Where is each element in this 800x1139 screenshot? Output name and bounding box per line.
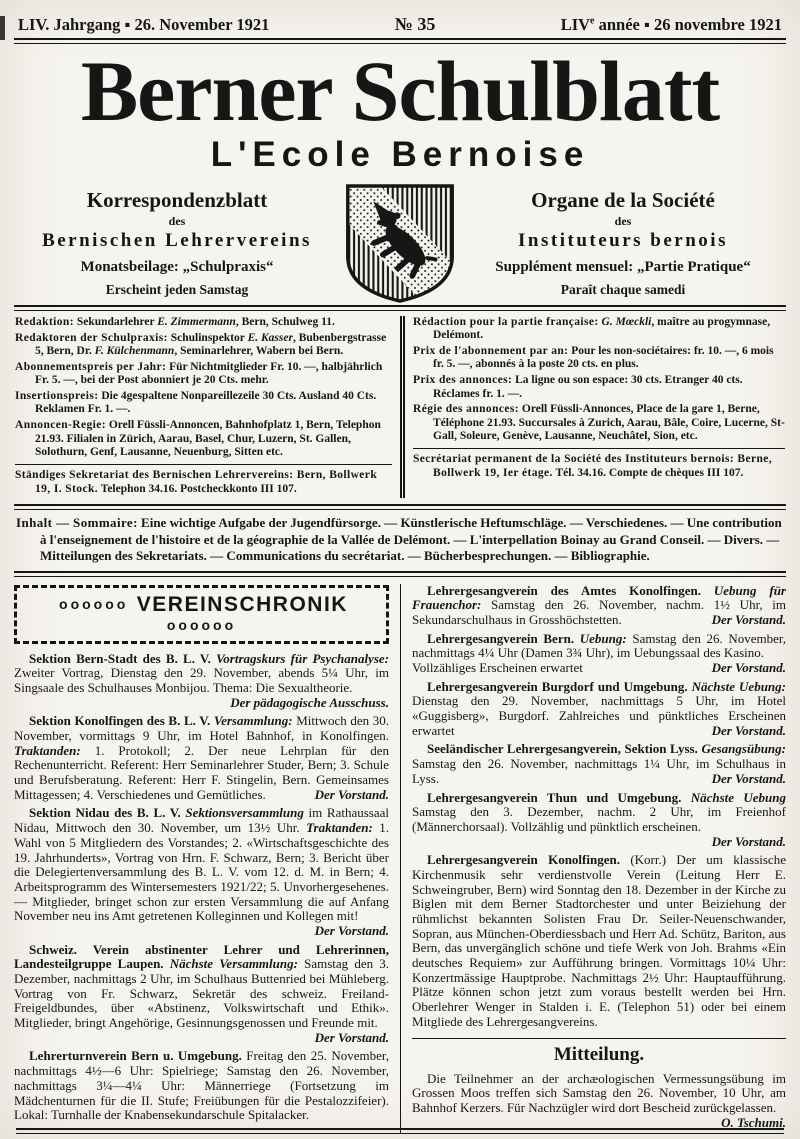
imprint-entry: Régie des annonces: Orell Füssli-Annonces, Place de la gare 1, Berne, Téléphone 21.93. Succursales à Zurich, Aarau, Bâle, Coire, Lucerne, St-Gall, Soleure, Genève, Lausanne, Neuchâtel, Sion, etc. — [413, 403, 785, 443]
org-de-schedule: Erscheint jeden Samstag — [105, 282, 249, 297]
notice-paragraph: Die Teilnehmer an der archæologischen Vermessungsübung im Grossen Moos treffen sich Samstag den 26. November, 10 Uhr, am Bahnhof Kerzers. Für Nachzügler wird dort Bescheid zurückgelassen. O. Tschumi. — [412, 1070, 786, 1130]
imprint-entry: Prix des annonces: La ligne ou son espace: 30 cts. Etranger 40 cts. Réclames fr. 1. —. — [413, 374, 743, 400]
section-title-vereinschronik: VEREINSCHRONIK — [136, 592, 348, 616]
org-de-line3: Bernischen Lehrervereins — [42, 230, 312, 251]
imprint-german-column — [15, 316, 400, 498]
left-article-column — [14, 584, 400, 1135]
article-paragraph: Lehrergesangverein Konolfingen. (Korr.) Der um klassische Kirchenmusik sehr verdienstvolle Verein (Leitung Herr E. Schweingruber, Bern) wird Sonntag den 18. Dezember in der Kirche zu Biglen mit dem Berner Stadtorchester und unter Beiziehung der rühmlichst bekannten Solisten Frau Dr. Seiler-Neuenschwander, Sopran, aus München-Oberdiessbach und Herr Ad. Schütz, Bariton, aus Bern, das unvergänglich schöne und tiefe Werk von Joh. Brahms «Ein deutsches Requiem» zur Aufführung bringen. Vormittags 10¼ Uhr: Konzertmässige Hauptprobe. Nachmittags 2½ Uhr: Hauptaufführung. Plätze können schon jetzt zum voraus bestellt werden bei Hrn. Oberlehrer Wenger in Stalden i. E. (Telephon 51) oder bei einem Mitgliede des Lehrergesangvereins. — [412, 852, 786, 1029]
imprint-secretariat: Secrétariat permanent de la Société des Instituteurs bernois: Berne, Bollwerk 19, Ier étage. Tél. 34.16. Compte de chèques III 107. — [413, 448, 785, 480]
article-paragraph: Sektion Bern-Stadt des B. L. V. Vortragskurs für Psychanalyse: Zweiter Vortrag, Dienstag den 29. November, abends 5¼ Uhr, im Singsaale des Schulhauses Monbijou. Thema: Die Sexualtheorie. Der pädagogische Ausschuss. — [14, 650, 389, 710]
scan-edge-artifact — [0, 16, 5, 40]
notice-divider-rule — [412, 1038, 786, 1039]
imprint-entry: Prix de l'abonnement par an: Pour les non-sociétaires: fr. 10. —, 6 mois fr. 5. —, abonnés à la poste 20 cts. en plus. — [413, 345, 774, 371]
article-columns — [14, 577, 786, 1135]
issue-number: № 35 — [394, 14, 436, 34]
bern-coat-of-arms — [340, 181, 460, 305]
masthead-title: Berner Schulblatt — [80, 43, 720, 139]
imprint-entry: Redaktoren der Schulpraxis: Schulinspektor E. Kasser, Bubenbergstrasse 5, Bern, Dr. F. Külchenmann, Seminarlehrer, Wabern bei Bern. — [15, 331, 387, 358]
notice-title: Mitteilung. — [553, 1043, 645, 1065]
edition-french-date: année ▪ 26 novembre 1921 — [594, 15, 782, 34]
imprint-entry: Redaktion: Sekundarlehrer E. Zimmermann, Bern, Schulweg 11. — [15, 316, 335, 328]
masthead-subtitle: L'Ecole Bernoise — [210, 135, 590, 174]
imprint-secretariat: Ständiges Sekretariat des Bernischen Lehrervereins: Bern, Bollwerk 19, I. Stock. Telephon 34.16. Postcheckkonto III 107. — [15, 464, 392, 496]
article-paragraph: Lehrergesangverein Thun und Umgebung. Nächste Uebung Samstag den 3. Dezember, nachm. 2 Uhr, im Freienhof (Männerchorsaal). Vollzählig und pünktlich erscheinen. Der Vorstand. — [412, 789, 786, 849]
table-of-contents: Inhalt — Sommaire: Eine wichtige Aufgabe der Jugendfürsorge. — Künstlerische Heftumschläge. — Verschiedenes. — Une contribution à l'enseignement de l'histoire et de la géographie de la Vallée de Delémont. — L'interpellation Boinay au Grand Conseil. — Divers. — Mitteilungen des Sekretariats. — Communications du secrétariat. — Bücherbesprechungen. — Bibliographie. — [16, 515, 782, 564]
org-de-supplement: Monatsbeilage: „Schulpraxis“ — [80, 259, 274, 275]
org-de-line2: des — [168, 214, 186, 228]
right-article-column — [400, 584, 786, 1135]
edition-date-french — [561, 15, 782, 35]
imprint-block — [14, 311, 786, 504]
article-paragraph: Lehrergesangverein Burgdorf und Umgebung. Nächste Uebung: Dienstag den 29. November, nachmittags 5 Uhr, im Hotel «Guggisberg», Burgdorf. Zahlreiches und pünktliches Erscheinen erwartet Der Vorstand. — [412, 678, 786, 738]
article-paragraph: Sektion Nidau des B. L. V. Sektionsversammlung im Rathaussaal Nidau, Mittwoch den 30. November, um 13½ Uhr. Traktanden: 1. Wahl von 5 Mitgliedern des Vorstandes; 2. «Wirtschaftsgeschichte des 19. Jahrhunderts», Vortrag von Hrn. F. Schwarz, Bern; 3. Bericht über die Delegiertenversammlung des B. L. V. vom 12. d. M. in Bern; 4. Arbeitsprogramm des Wintersemesters 1921/22; 5. Unvorhergesehenes. — Mitglieder, bringet schon zur ersten Versammlung die auf Anfang November neu ins Amt getretenen Kolleginnen und Kollegen mit! Der Vorstand. — [14, 805, 389, 938]
imprint-entry: Rédaction pour la partie française: G. Mœckli, maître au progymnase, Delémont. — [413, 316, 771, 342]
article-paragraph: Sektion Konolfingen des B. L. V. Versammlung: Mittwoch den 30. November, vormittags 9 Uhr, im Hotel Bahnhof, in Konolfingen. Traktanden: 1. Protokoll; 2. Der neue Lehrplan für den Rechenunterricht. Referent: Herr Seminarlehrer Studer, Bern; 3. Schule und Berufsberatung. Referent: Herr F. Stingelin, Bern. Gemeinsames Mittagessen; 4. Verschiedenes und Gemütliches. Der Vorstand. — [14, 713, 390, 802]
organization-banner — [14, 181, 786, 305]
edition-french-sup: e — [590, 15, 595, 27]
imprint-entry: Abonnementspreis per Jahr: Für Nichtmitglieder Fr. 10. —, halbjährlich Fr. 5. —, bei der Post abonniert je 20 Cts. mehr. — [15, 360, 383, 387]
imprint-entry: Insertionspreis: Die 4gespaltene Nonpareillezeile 30 Cts. Ausland 40 Cts. Reklamen Fr. 1. —. — [15, 390, 377, 416]
article-paragraph: Seeländischer Lehrergesangverein, Sektion Lyss. Gesangsübung: Samstag den 26. November, nachmittags 1¼ Uhr, im Schulhaus in Lyss. Der Vorstand. — [412, 741, 786, 786]
org-fr-line3: Instituteurs bernois — [518, 230, 728, 251]
imprint-french-column — [400, 316, 785, 498]
page-bottom-rule — [16, 1128, 784, 1135]
article-paragraph: Lehrergesangverein des Amtes Konolfingen. Uebung für Frauenchor: Samstag den 26. November, nachm. 1½ Uhr, im Sekundarschulhaus in Grosshöchstetten. Der Vorstand. — [412, 582, 786, 627]
chain-ornament-right: oooooo — [166, 616, 237, 633]
org-fr-supplement: Supplément mensuel: „Partie Pratique“ — [495, 259, 751, 275]
bern-bear-shield-icon — [342, 181, 458, 305]
article-paragraph: Schweiz. Verein abstinenter Lehrer und Lehrerinnen, Landesteilgruppe Laupen. Nächste Versammlung: Samstag den 3. Dezember, nachmittags 2 Uhr, im Schulhaus Buttenried bei Mühleberg. Vortrag von Fr. Schwarz, Sekretär des schweiz. Freiland-Freigeldbundes, über «Abstinenz, Volkswirtschaft und Ethik». Mitglieder, bringt Angehörige, Gesinnungsgenossen und Freunde mit. Der Vorstand. — [14, 941, 389, 1045]
edition-date-german: LIV. Jahrgang ▪ 26. November 1921 — [18, 15, 270, 34]
french-organization-block — [460, 188, 786, 298]
imprint-entry: Annoncen-Regie: Orell Füssli-Annoncen, Bahnhofplatz 1, Bern, Telephon 21.93. Filialen in Zürich, Aarau, Basel, Chur, Luzern, St. Gallen, Solothurn, Genf, Lausanne, Neuenburg, Sitten etc. — [15, 419, 381, 458]
article-paragraph: Lehrerturnverein Bern u. Umgebung. Freitag den 25. November, nachmittags 4½—6 Uhr: Spielriege; Samstag den 26. November, nachmittags 3¼—4¼ Uhr: Männerriege (Fortsetzung im Mädchenturnen für die II. Stufe; Freiübungen für die Pestalozzifeier). Lokal: Turnhalle der Knabensekundarschule Spitalacker. — [14, 1048, 389, 1123]
german-organization-block — [14, 188, 340, 298]
chain-ornament-left: oooooo — [59, 595, 129, 612]
edition-french-volume: LIV — [560, 15, 591, 34]
article-paragraph: Lehrergesangverein Bern. Uebung: Samstag den 26. November, nachmittags 4¼ Uhr (Damen 3¾ Uhr), im Uebungssaal des Kasino. Vollzähliges Erscheinen erwartet Der Vorstand. — [412, 630, 786, 675]
issue-info-bar — [14, 8, 786, 38]
org-de-line1: Korrespondenzblatt — [86, 188, 268, 212]
org-fr-line1: Organe de la Société — [531, 188, 715, 212]
org-fr-schedule: Paraît chaque samedi — [560, 282, 686, 297]
vereinschronik-header-box — [14, 585, 389, 644]
org-fr-line2: des — [614, 214, 632, 228]
